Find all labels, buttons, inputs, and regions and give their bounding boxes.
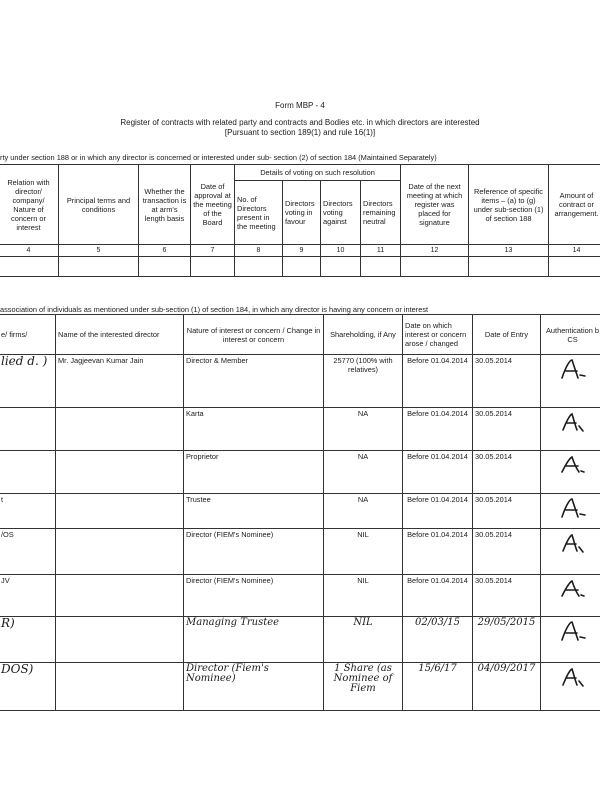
nature-cell: Director (FIEM's Nominee) (184, 575, 324, 617)
authentication-cell (541, 355, 600, 408)
director-name-cell (56, 494, 184, 529)
col-authentication: Authentication b CS (541, 315, 600, 355)
shareholding-cell: NIL (324, 617, 403, 663)
signature-icon (558, 411, 588, 433)
authentication-cell (541, 408, 600, 451)
col-relation: Relation with director/ company/ Nature of concern or interest (0, 165, 59, 245)
firm-name-cell: R) (0, 617, 56, 663)
col-number: 7 (191, 245, 235, 257)
firm-name-cell: JV (0, 575, 56, 617)
col-number: 13 (469, 245, 549, 257)
table-row (0, 617, 600, 663)
col-amount: Amount of contract or arrangement. (549, 165, 600, 245)
shareholding-cell: NA (324, 451, 403, 494)
shareholding-cell: 25770 (100% with relatives) (324, 355, 403, 408)
form-subtitle: [Pursuant to section 189(1) and rule 16(1)] (224, 128, 376, 137)
shareholding-cell: NIL (324, 575, 403, 617)
col-number: 10 (321, 245, 361, 257)
date-entry-cell: 30.05.2014 (473, 408, 541, 451)
firm-name-cell (0, 451, 56, 494)
col-arms-length: Whether the transaction is at arm's length basis (139, 165, 191, 245)
col-date-entry: Date of Entry (473, 315, 541, 355)
date-arose-cell: 15/6/17 (403, 663, 473, 711)
firm-name-cell: t (0, 494, 56, 529)
col-number: 4 (0, 245, 59, 257)
date-entry-cell: 30.05.2014 (473, 451, 541, 494)
date-entry-cell: 04/09/2017 (473, 663, 541, 711)
col-voting-against: Directors voting against (321, 181, 361, 245)
signature-icon (558, 532, 588, 554)
authentication-cell (541, 451, 600, 494)
shareholding-cell: NA (324, 408, 403, 451)
col-number: 8 (235, 245, 283, 257)
form-number: Form MBP - 4 (275, 101, 325, 110)
table-row (0, 408, 600, 451)
date-arose-cell: Before 01.04.2014 (403, 494, 473, 529)
table-row (0, 451, 600, 494)
col-number: 9 (283, 245, 321, 257)
nature-cell: Karta (184, 408, 324, 451)
table-row (0, 575, 600, 617)
director-name-cell (56, 451, 184, 494)
director-name-cell (56, 408, 184, 451)
section2-table (0, 314, 600, 711)
signature-icon (558, 358, 588, 380)
date-arose-cell: Before 01.04.2014 (403, 451, 473, 494)
table-row (0, 355, 600, 408)
authentication-cell (541, 494, 600, 529)
col-number: 11 (361, 245, 401, 257)
nature-cell: Managing Trustee (184, 617, 324, 663)
date-entry-cell: 29/05/2015 (473, 617, 541, 663)
col-next-meeting: Date of the next meeting at which register was placed for signature (401, 165, 469, 245)
nature-cell: Trustee (184, 494, 324, 529)
date-arose-cell: 02/03/15 (403, 617, 473, 663)
date-entry-cell: 30.05.2014 (473, 575, 541, 617)
signature-icon (558, 454, 588, 476)
col-date-approval: Date of approval at the meeting of the Board (191, 165, 235, 245)
section2-heading: association of individuals as mentioned under sub-section (1) of section 184, in which any director is having any concern or interest (0, 305, 429, 314)
firm-name-cell: /OS (0, 529, 56, 575)
col-interested-director: Name of the interested director (56, 315, 184, 355)
firm-name-cell (0, 408, 56, 451)
date-entry-cell: 30.05.2014 (473, 494, 541, 529)
firm-name-cell: lied d. ) (0, 355, 56, 408)
shareholding-cell: 1 Share (as Nominee of Fiem (324, 663, 403, 711)
col-number: 12 (401, 245, 469, 257)
table-row (0, 494, 600, 529)
nature-cell: Proprietor (184, 451, 324, 494)
form-title: Register of contracts with related party and contracts and Bodies etc. in which directors are interested (120, 118, 480, 127)
director-name-cell: Mr. Jagjeevan Kumar Jain (56, 355, 184, 408)
date-arose-cell: Before 01.04.2014 (403, 355, 473, 408)
nature-cell: Director (FIEM's Nominee) (184, 529, 324, 575)
shareholding-cell: NIL (324, 529, 403, 575)
table-row (0, 663, 600, 711)
col-firms: e/ firms/ (0, 315, 56, 355)
director-name-cell (56, 663, 184, 711)
authentication-cell (541, 617, 600, 663)
table-row (0, 529, 600, 575)
signature-icon (558, 620, 588, 642)
column-number-row (0, 245, 600, 257)
director-name-cell (56, 617, 184, 663)
authentication-cell (541, 529, 600, 575)
section1-heading: rty under section 188 or in which any director is concerned or interested under sub- section (2) of section 184 (Maintained Separately) (0, 153, 437, 162)
date-arose-cell: Before 01.04.2014 (403, 529, 473, 575)
signature-icon (558, 666, 588, 688)
col-date-arose: Date on which interest or concern arose / changed (403, 315, 473, 355)
col-remaining-neutral: Directors remaining neutral (361, 181, 401, 245)
nature-cell: Director & Member (184, 355, 324, 408)
col-number: 5 (59, 245, 139, 257)
col-voting-favour: Directors voting in favour (283, 181, 321, 245)
col-no-directors: No. of Directors present in the meeting (235, 181, 283, 245)
date-arose-cell: Before 01.04.2014 (403, 575, 473, 617)
director-name-cell (56, 529, 184, 575)
col-voting-details: Details of voting on such resolution (235, 165, 401, 181)
signature-icon (558, 578, 588, 600)
firm-name-cell: DOS) (0, 663, 56, 711)
date-arose-cell: Before 01.04.2014 (403, 408, 473, 451)
col-number: 6 (139, 245, 191, 257)
nature-cell: Director (Fiem's Nominee) (184, 663, 324, 711)
date-entry-cell: 30.05.2014 (473, 355, 541, 408)
authentication-cell (541, 575, 600, 617)
empty-row (0, 257, 600, 277)
authentication-cell (541, 663, 600, 711)
shareholding-cell: NA (324, 494, 403, 529)
signature-icon (558, 497, 588, 519)
section1-table (0, 164, 600, 277)
date-entry-cell: 30.05.2014 (473, 529, 541, 575)
director-name-cell (56, 575, 184, 617)
col-nature: Nature of interest or concern / Change in interest or concern (184, 315, 324, 355)
col-principal-terms: Principal terms and conditions (59, 165, 139, 245)
col-reference: Reference of specific items – (a) to (g) under sub-section (1) of section 188 (469, 165, 549, 245)
col-shareholding: Shareholding, if Any (324, 315, 403, 355)
col-number: 14 (549, 245, 600, 257)
